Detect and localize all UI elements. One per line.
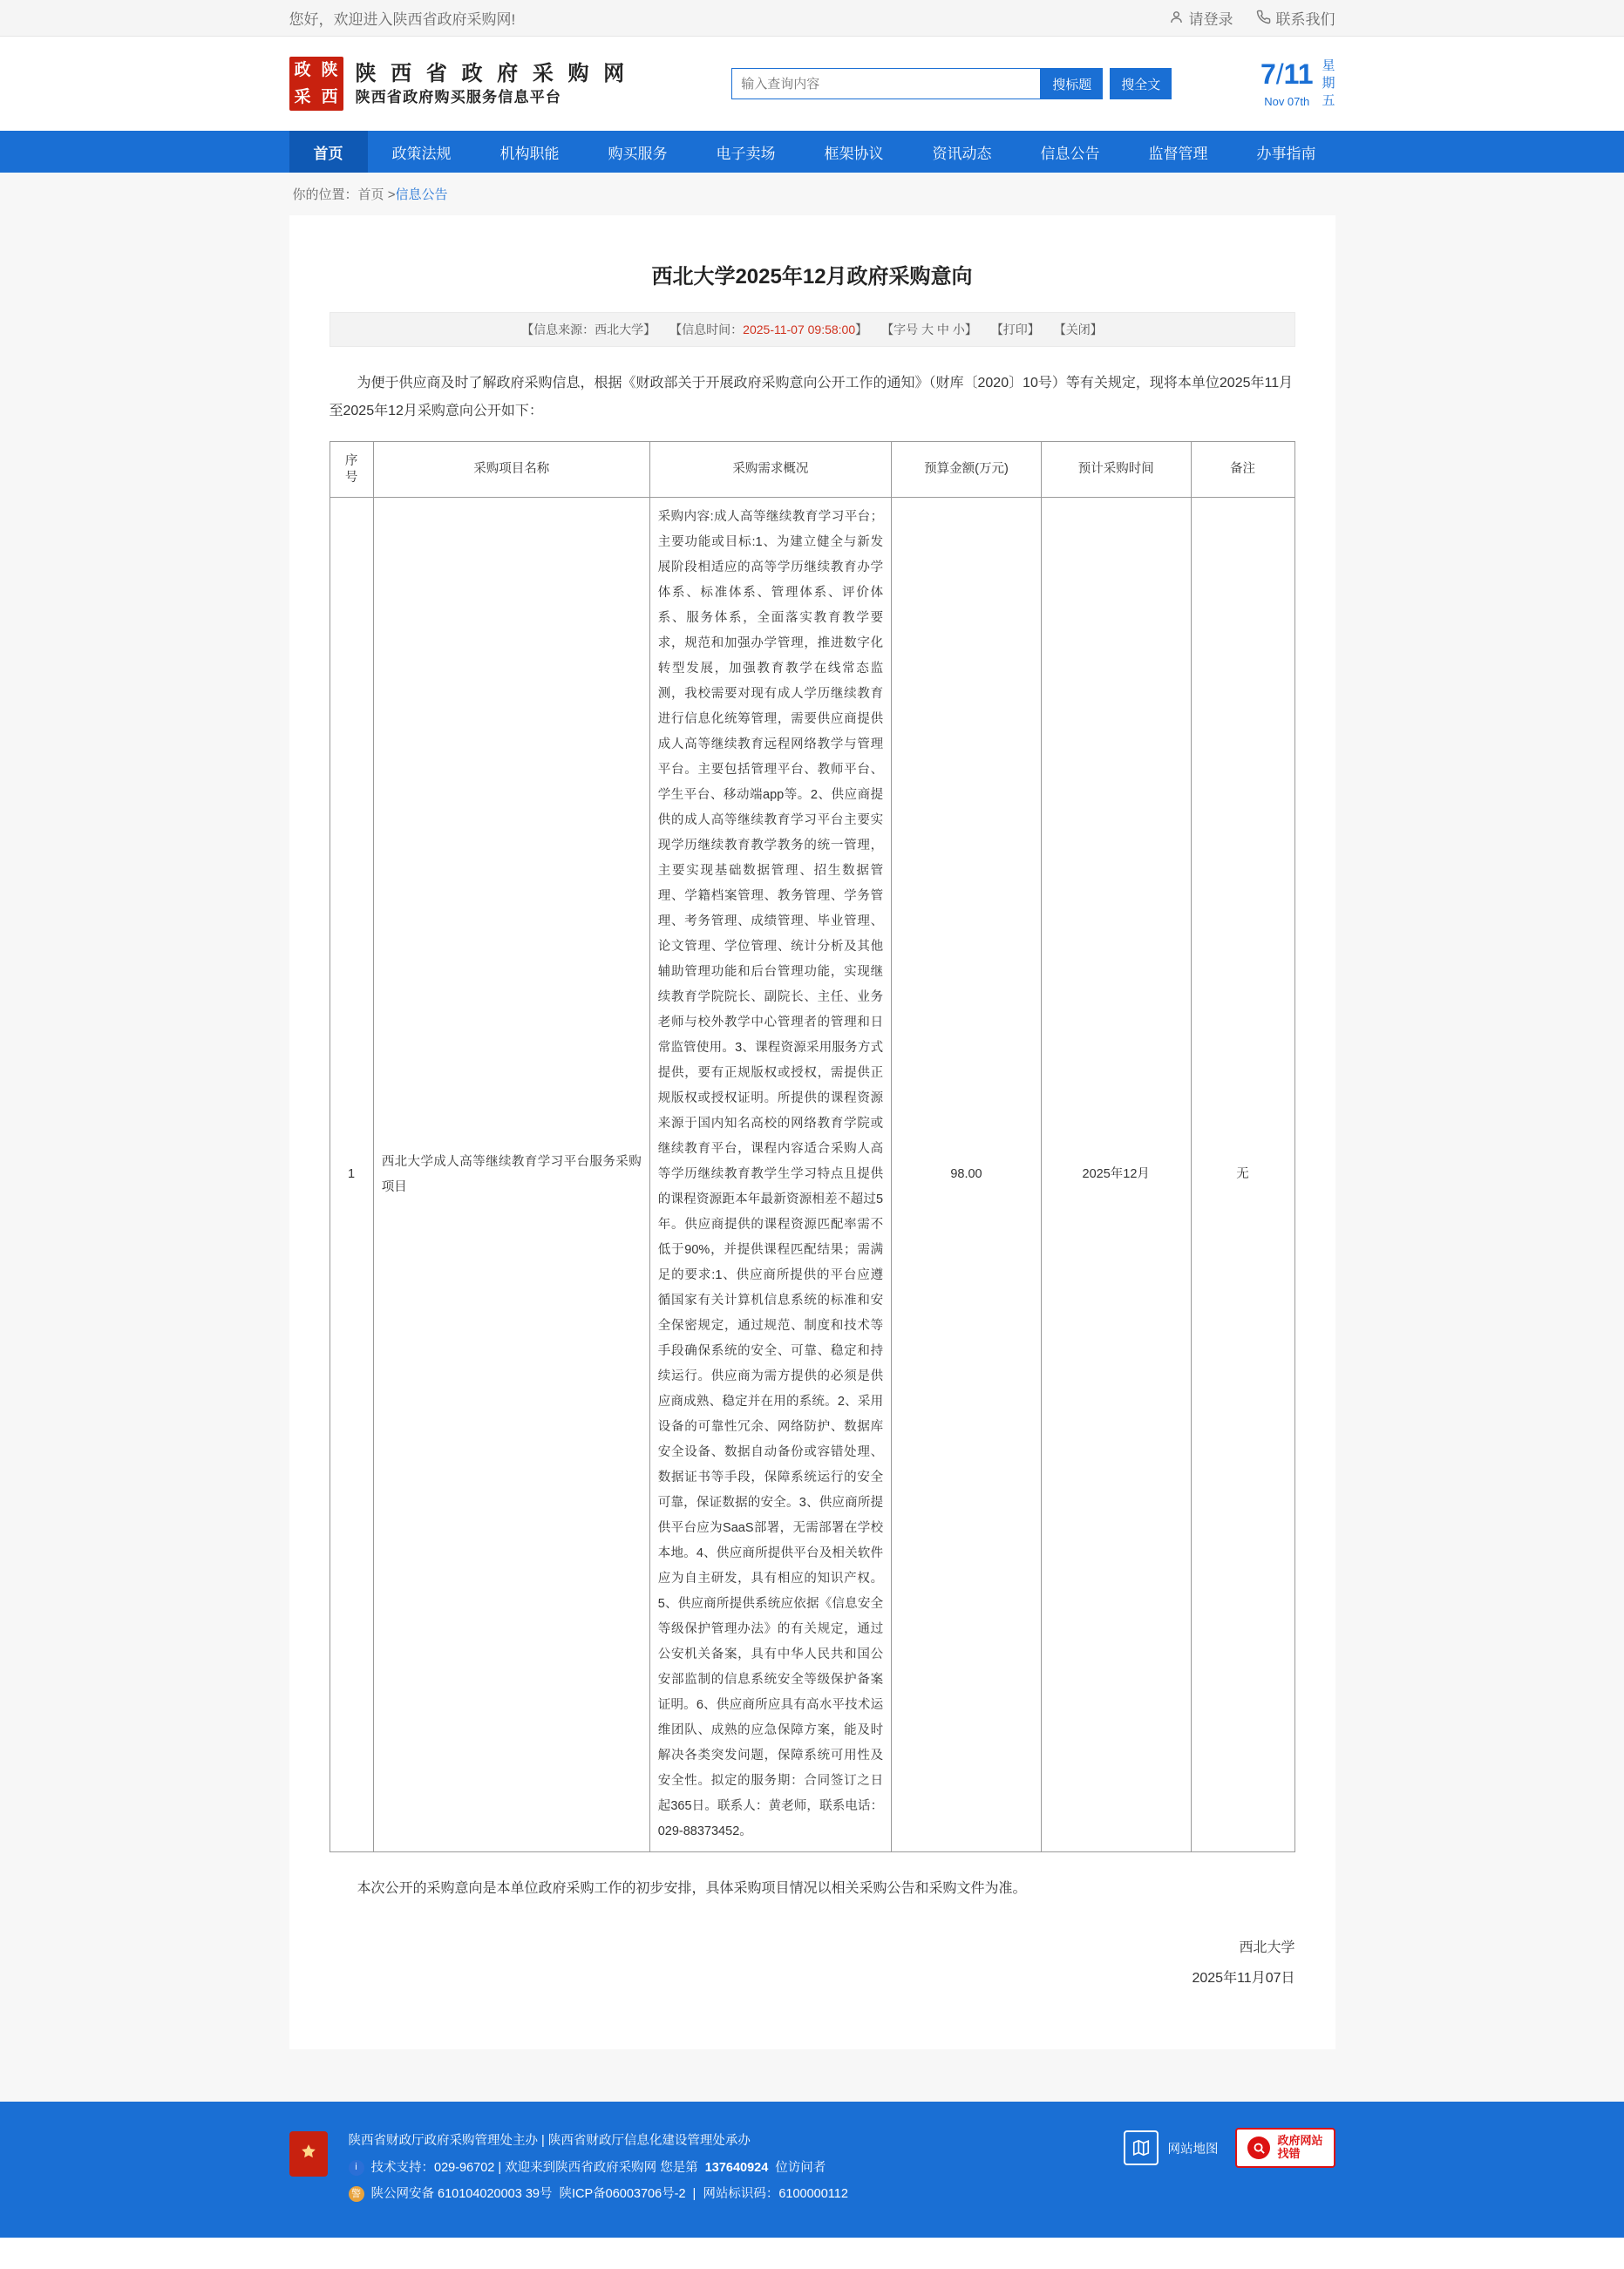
footer-line-2 — [349, 2155, 848, 2181]
nav-item-4[interactable]: 电子卖场 — [716, 145, 776, 162]
footer-icp[interactable]: 陕ICP备06003706号-2 — [559, 2187, 686, 2202]
nav-item-6[interactable]: 资讯动态 — [932, 145, 992, 162]
meta-time-value: 2025-11-07 09:58:00 — [743, 323, 856, 336]
site-footer — [0, 2102, 1624, 2237]
footer-line-3 — [349, 2181, 848, 2207]
signature-org: 西北大学 — [1239, 1940, 1295, 1955]
footer-visit-count: 137640924 — [704, 2160, 769, 2175]
col-header-no — [330, 442, 373, 498]
date-english: Nov 07th — [1264, 94, 1310, 108]
cell-desc: 采购内容:成人高等继续教育学习平台；主要功能或目标:1、为建立健全与新发展阶段相适应的高等学历继续教育办学体系、标准体系、管理体系、评价体系、服务体系，全面落实教育教学要求，规范和加强办学管理，推进数字化转型发展，加强教育教学在线常态监测，我校需要对现有成人学历继续教育进行信息化统筹管理，需要供应商提供成人高等继续教育远程网络教学与管理平台。主要包括管理平台、教师平台、学生平台、移动端app等。2、供应商提供的成人高等继续教育学习平台主要实现学历继续教育教学教务的统一管理，主要实现基础数据管理、招生数据管理、学籍档案管理、教务管理、学务管理、考务管理、成绩管理、毕业管理、论文管理、学位管理、统计分析及其他辅助管理功能和后台管理功能，实现继续教育学院院长、副院长、主任、业务老师与校外教学中心管理者的管理和日常监管使用。3、课程资源采用服务方式提供，要有正规版权或授权，需提供正规版权或授权证明。所提供的课程资源来源于国内知名高校的网络教育学院或继续教育平台，课程内容适合采购人高等学历继续教育教学生学习特点且提供的课程资源距本年最新资源相差不超过5年。供应商提供的课程资源匹配率需不低于90%，并提供课程匹配结果；需满足的要求:1、供应商所提供的平台应遵循国家有关计算机信息系统的标准和安全保密规定，通过规范、制度和技术等手段确保系统的安全、可靠、稳定和持续运行。供应商为需方提供的必须是供应商成熟、稳定并在用的系统。2、采用设备的可靠性冗余、网络防护、数据库安全设备、数据自动备份或容错处理、数据证书等手段，保障系统运行的安全可靠，保证数据的安全。3、供应商所提供平台应为SaaS部署，无需部署在学校本地。4、供应商所提供平台及相关软件应为自主研发，具有相应的知识产权。5、供应商所提供系统应依据《信息安全等级保护管理办法》的有关规定，通过公安机关备案，具有中华人民共和国公安部监制的信息系统安全等级保护备案证明。6、供应商所应具有高水平技术运维团队、成熟的应急保障方案，能及时解决各类突发问题，保障系统可用性及安全性。拟定的服务期：合同签订之日起365日。联系人：黄老师，联系电话：029-88373452。 — [649, 498, 891, 1852]
search-fulltext-button[interactable]: 搜全文 — [1110, 68, 1172, 99]
nav-item-1[interactable]: 政策法规 — [391, 145, 452, 162]
logo-char-1: 陕 — [321, 61, 338, 79]
weekday-line-3: 五 — [1322, 93, 1335, 109]
national-emblem-icon — [289, 2131, 328, 2177]
cell-note: 无 — [1191, 498, 1294, 1852]
sitemap-label: 网站地图 — [1167, 2142, 1219, 2157]
search-input[interactable] — [731, 68, 1041, 99]
weekday-line-2: 期 — [1322, 75, 1335, 91]
col-header-no-line2: 号 — [344, 470, 358, 485]
signature-date: 2025年11月07日 — [1192, 1971, 1295, 1987]
nav-item-7[interactable]: 信息公告 — [1040, 145, 1100, 162]
site-subtitle: 陕西省政府购买服务信息平台 — [355, 89, 562, 106]
meta-fontsize — [881, 321, 977, 338]
article-card — [289, 215, 1335, 2049]
site-name: 陕 西 省 政 府 采 购 网 — [355, 61, 629, 85]
col-header-amount: 预算金额(万元) — [892, 442, 1042, 498]
breadcrumb — [289, 173, 1335, 215]
contact-label: 联系我们 — [1275, 11, 1335, 28]
nav-item-3[interactable]: 购买服务 — [608, 145, 668, 162]
support-icon: i — [349, 2160, 364, 2176]
article-footnote: 本次公开的采购意向是本单位政府采购工作的初步安排，具体采购项目情况以相关采购公告和采购文件为准。 — [357, 1881, 1027, 1896]
col-header-desc: 采购需求概况 — [649, 442, 891, 498]
article-meta — [330, 312, 1295, 347]
meta-time-end: 】 — [855, 323, 868, 336]
cell-amount: 98.00 — [892, 498, 1042, 1852]
login-link[interactable] — [1169, 7, 1233, 29]
col-header-name: 采购项目名称 — [373, 442, 649, 498]
cell-time: 2025年12月 — [1041, 498, 1191, 1852]
fontsize-large-button[interactable]: 大 — [921, 323, 934, 336]
fontsize-small-button[interactable]: 小 — [952, 323, 965, 336]
cell-no: 1 — [330, 498, 373, 1852]
sitemap-link[interactable] — [1124, 2130, 1218, 2165]
footer-police-record[interactable]: 陕公网安备 610104020003 39号 — [370, 2187, 553, 2202]
gov-site-error-report-badge[interactable] — [1235, 2128, 1335, 2168]
search-area — [731, 68, 1172, 99]
logo-mark-icon — [289, 57, 343, 111]
footer-text — [349, 2128, 848, 2207]
article-intro: 为便于供应商及时了解政府采购信息，根据《财政部关于开展政府采购意向公开工作的通知》（财库〔2020〕10号）等有关规定，现将本单位2025年11月至2025年12月采购意向公开如下： — [329, 376, 1294, 418]
footer-organizer: 陕西省财政厅政府采购管理处主办 | 陕西省财政厅信息化建设管理处承办 — [348, 2134, 751, 2149]
date-weekday — [1322, 58, 1335, 111]
print-button[interactable]: 【打印】 — [990, 323, 1040, 336]
fontsize-medium-button[interactable]: 中 — [936, 323, 949, 336]
nav-item-0[interactable]: 首页 — [289, 131, 368, 173]
search-title-button[interactable]: 搜标题 — [1041, 68, 1103, 99]
welcome-text: 您好，欢迎进入陕西省政府采购网! — [289, 11, 516, 28]
fontsize-end: 】 — [964, 323, 977, 336]
user-icon — [1169, 10, 1184, 27]
footer-separator: | — [692, 2187, 696, 2202]
login-label: 请登录 — [1188, 11, 1233, 28]
map-icon — [1124, 2130, 1159, 2165]
col-header-time: 预计采购时间 — [1041, 442, 1191, 498]
logo-char-0: 政 — [294, 61, 311, 79]
cell-name: 西北大学成人高等继续教育学习平台服务采购项目 — [373, 498, 649, 1852]
article-body — [330, 370, 1295, 1903]
footer-site-id: 网站标识码：6100000112 — [703, 2187, 848, 2202]
meta-time — [669, 321, 867, 338]
nav-item-9[interactable]: 办事指南 — [1256, 145, 1316, 162]
table-row — [330, 498, 1294, 1852]
nav-item-2[interactable]: 机构职能 — [499, 145, 560, 162]
date-widget — [1260, 58, 1335, 111]
page-title: 西北大学2025年12月政府采购意向 — [651, 265, 973, 289]
contact-link[interactable] — [1256, 7, 1335, 29]
site-logo[interactable] — [289, 57, 629, 111]
date-day: 11 — [1283, 58, 1314, 90]
fontsize-label: 【字号 — [881, 323, 919, 336]
breadcrumb-home[interactable]: 首页 — [357, 187, 384, 202]
col-header-no-line1: 序 — [344, 454, 358, 469]
date-main — [1260, 60, 1314, 88]
logo-char-2: 采 — [294, 88, 311, 106]
article-signature — [330, 1933, 1295, 1994]
search-icon — [1247, 2137, 1270, 2159]
police-badge-icon: 警 — [349, 2186, 364, 2202]
nav-item-8[interactable]: 监督管理 — [1148, 145, 1208, 162]
footer-tech-tail: 位访问者 — [775, 2160, 826, 2175]
top-bar — [0, 0, 1624, 37]
weekday-line-1: 星 — [1322, 58, 1335, 73]
phone-icon — [1256, 10, 1271, 27]
meta-source: 【信息来源：西北大学】 — [521, 323, 656, 336]
meta-time-label: 【信息时间： — [669, 323, 744, 336]
page-body — [0, 215, 1624, 2102]
nav-item-5[interactable]: 框架协议 — [824, 145, 884, 162]
logo-char-3: 西 — [321, 88, 338, 106]
date-month: 7 — [1260, 58, 1276, 90]
badge-line-2: 找错 — [1277, 2147, 1301, 2161]
close-button[interactable]: 【关闭】 — [1053, 323, 1103, 336]
breadcrumb-current[interactable]: 信息公告 — [395, 187, 448, 202]
main-nav — [0, 131, 1624, 173]
table-header-row — [330, 442, 1294, 498]
col-header-note: 备注 — [1191, 442, 1294, 498]
date-slash: / — [1275, 58, 1284, 90]
breadcrumb-sep: > — [384, 187, 396, 202]
breadcrumb-bar — [0, 173, 1624, 215]
breadcrumb-prefix: 你的位置： — [292, 187, 358, 202]
site-header — [0, 37, 1624, 131]
footer-tech-label: 技术支持：029-96702 | 欢迎来到陕西省政府采购网 您是第 — [370, 2160, 698, 2175]
procurement-table — [330, 441, 1295, 1852]
footer-line-1 — [349, 2128, 848, 2154]
badge-line-1: 政府网站 — [1277, 2134, 1323, 2148]
